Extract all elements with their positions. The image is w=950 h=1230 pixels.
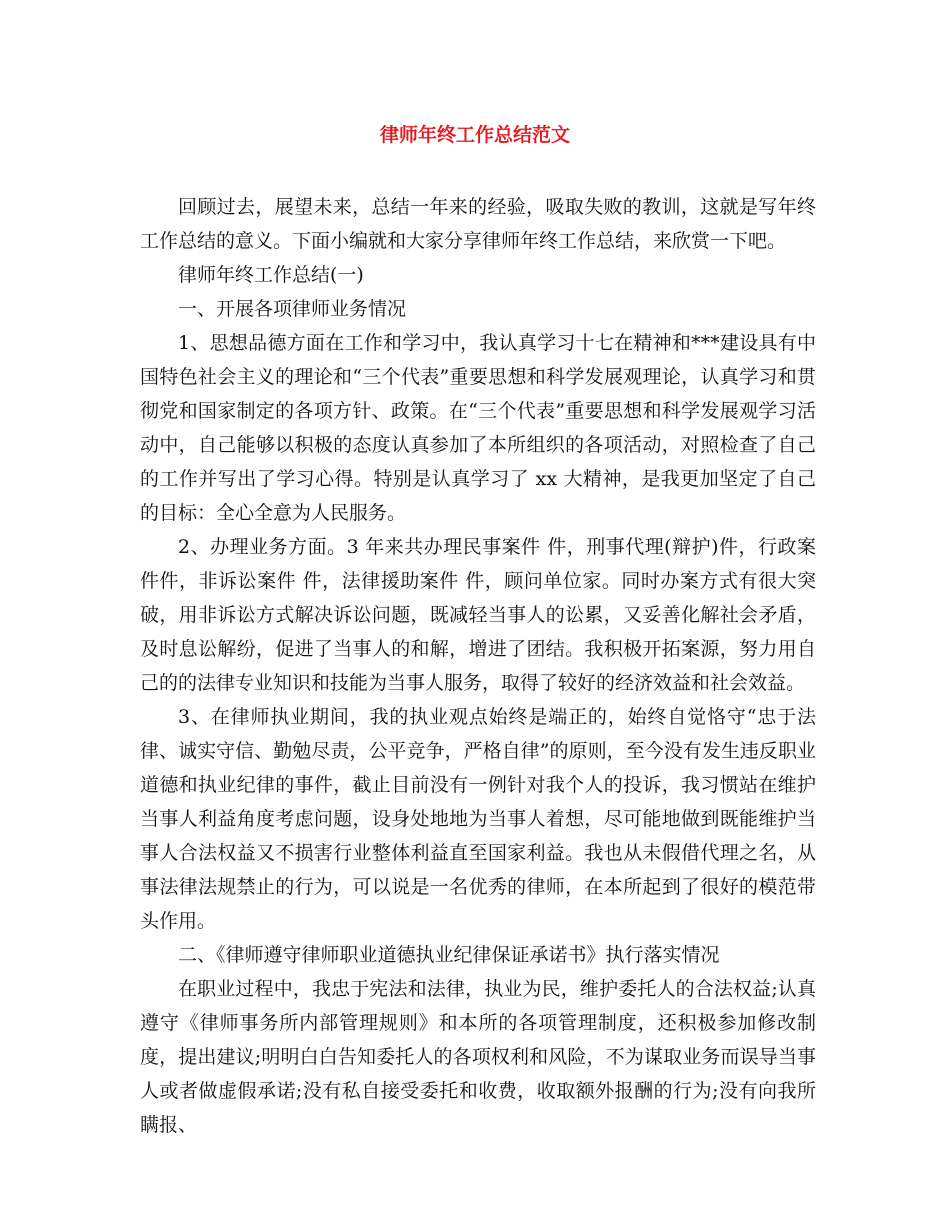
document-body (140, 190, 816, 1142)
section-heading-summary-one: 律师年终工作总结(一) (178, 264, 364, 286)
paragraph-practice: 在职业过程中，我忠于宪法和法律，执业为民，维护委托人的合法权益;认真遵守《律师事务所内部管理规则》和本所的各项管理制度，还积极参加修改制度，提出建议;明明白白告知委托人的各项权利和风险，不为谋取业务而误导当事人或者做虚假承诺;没有私自接受委托和收费，收取额外报酬的行为;没有向我所瞒报、 (140, 978, 816, 1136)
section-heading-pledge: 二、《律师遵守律师职业道德执业纪律保证承诺书》执行落实情况 (178, 944, 720, 966)
document-title: 律师年终工作总结范文 (379, 124, 570, 146)
paragraph-ethics: 3、在律师执业期间，我的执业观点始终是端正的，始终自觉恪守“忠于法律、诚实守信、勤勉尽责，公平竞争，严格自律”的原则，至今没有发生违反职业道德和执业纪律的事件，截止目前没有一例针对我个人的投诉，我习惯站在维护当事人利益角度考虑问题，设身处地地为当事人着想，尽可能地做到既能维护当事人合法权益又不损害行业整体利益直至国家利益。我也从未假借代理之名，从事法律法规禁止的行为，可以说是一名优秀的律师，在本所起到了很好的模范带头作用。 (140, 706, 816, 932)
paragraph-business: 2、办理业务方面。3 年来共办理民事案件 件，刑事代理(辩护)件，行政案件件，非诉讼案件 件，法律援助案件 件，顾问单位家。同时办案方式有很大突破，用非诉讼方式解决诉讼问题，既减轻当事人的讼累，又妥善化解社会矛盾，及时息讼解纷，促进了当事人的和解，增进了团结。我积极开拓案源，努力用自己的的法律专业知识和技能为当事人服务，取得了较好的经济效益和社会效益。 (140, 536, 816, 694)
paragraph-ideology: 1、思想品德方面在工作和学习中，我认真学习十七在精神和***建设具有中国特色社会主义的理论和“三个代表”重要思想和科学发展观理论，认真学习和贯彻党和国家制定的各项方针、政策。在“三个代表”重要思想和科学发展观学习活动中，自己能够以积极的态度认真参加了本所组织的各项活动，对照检查了自己的工作并写出了学习心得。特别是认真学习了 xx 大精神，是我更加坚定了自己的目标：全心全意为人民服务。 (140, 332, 816, 524)
section-heading-business: 一、开展各项律师业务情况 (178, 298, 407, 320)
paragraph-intro: 回顾过去，展望未来，总结一年来的经验，吸取失败的教训，这就是写年终工作总结的意义。下面小编就和大家分享律师年终工作总结，来欣赏一下吧。 (140, 196, 816, 252)
